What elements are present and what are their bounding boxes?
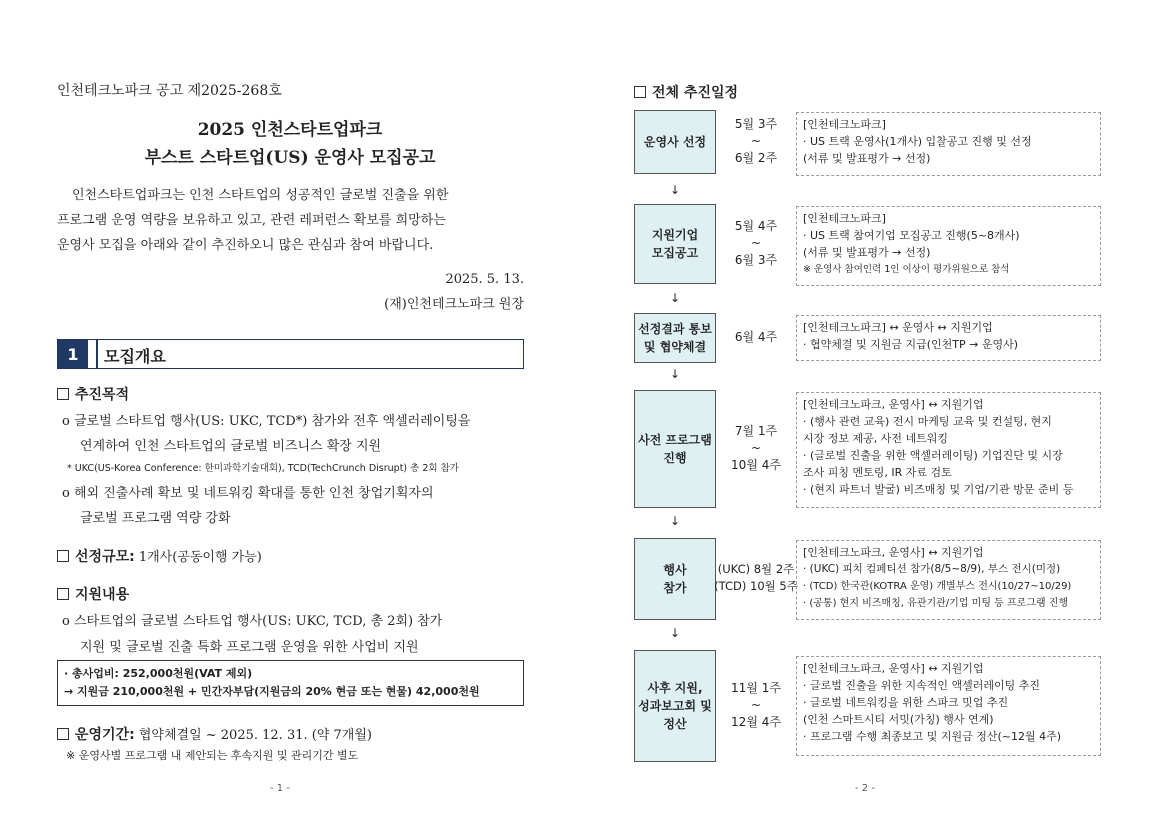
stage-4-period: [718, 423, 794, 474]
stage-5-name: [634, 538, 716, 620]
stage-1-name: [634, 110, 716, 174]
budget-breakdown: → 지원금 210,000천원 + 민간자부담(지원금의 20% 현금 또는 현물) 42,000천원: [64, 685, 480, 698]
stage-name-line: 참가: [663, 581, 687, 595]
arrow-down-icon: ↓: [670, 291, 681, 305]
detail-line: [인천테크노파크, 운영사] ↔ 지원기업: [803, 546, 984, 559]
detail-line: · (글로벌 진출을 위한 액셀러레이팅) 기업진단 및 시장: [803, 449, 1063, 462]
support-item: o 스타트업의 글로벌 스타트업 행사(US: UKC, TCD, 총 2회) 참가: [62, 614, 443, 629]
stage-6-name: [634, 650, 716, 762]
period-line: 6월 3주: [734, 253, 778, 267]
support-heading-text: 지원내용: [75, 587, 130, 603]
stage-5-detail: [796, 540, 1101, 620]
purpose-item: 연계하여 인천 스타트업의 글로벌 비즈니스 확장 지원: [80, 439, 382, 454]
page-title-line2: 부스트 스타트업(US) 운영사 모집공고: [144, 148, 436, 168]
arrow-down-icon: ↓: [670, 183, 681, 197]
stage-3-name: [634, 313, 716, 363]
detail-line: [인천테크노파크, 운영사] ↔ 지원기업: [803, 398, 984, 411]
stage-name-line: 성과보고회 및: [638, 699, 712, 713]
stage-name-line: 모집공고: [651, 246, 699, 260]
section-divider: [96, 340, 98, 368]
stage-name-line: 진행: [663, 451, 687, 465]
stage-2-period: [718, 218, 794, 269]
detail-line: · (UKC) 피치 컴페티션 참가(8/5~8/9), 부스 전시(미정): [803, 563, 1061, 575]
detail-line: (서류 및 발표평가 → 선정): [803, 152, 931, 165]
stage-3-detail: [796, 315, 1101, 361]
stage-6-period: [718, 680, 794, 731]
period-line: ~: [750, 698, 762, 712]
scale-heading: 선정규모:: [75, 549, 135, 565]
detail-line: · (TCD) 한국관(KOTRA 운영) 개별부스 전시(10/27~10/29): [803, 581, 1072, 592]
period-line: 6월 4주: [734, 330, 778, 344]
checkbox-square-icon: [57, 588, 69, 600]
scale-value: 1개사(공동이행 가능): [134, 550, 262, 565]
schedule-heading-text: 전체 추진일정: [652, 85, 739, 101]
stage-name-line: 사전 프로그램: [638, 433, 712, 447]
purpose-note: * UKC(US-Korea Conference: 한미과학기술대회), TCD(TechCrunch Disrupt) 총 2회 참가: [67, 463, 459, 474]
budget-total: · 총사업비: 252,000천원(VAT 제외): [64, 667, 253, 680]
period-line: 5월 3주: [734, 117, 778, 131]
detail-line: · (공통) 현지 비즈매칭, 유관기관/기업 미팅 등 프로그램 진행: [803, 598, 1069, 609]
detail-line: · 글로벌 네트워킹을 위한 스파크 밋업 추진: [803, 696, 1009, 709]
stage-2-detail: [796, 206, 1101, 286]
detail-line: 시장 정보 제공, 사전 네트워킹: [803, 432, 948, 445]
detail-line: · 협약체결 및 지원금 지급(인천TP → 운영사): [803, 338, 1019, 351]
period-note: ※ 운영사별 프로그램 내 제안되는 후속지원 및 관리기간 별도: [66, 749, 359, 762]
stage-name-line: 행사: [663, 563, 687, 577]
stage-name-line: 지원기업: [651, 228, 699, 242]
detail-note: ※ 운영사 참여인력 1인 이상이 평가위원으로 참석: [803, 264, 1010, 275]
intro-line: 인천스타트업파크는 인천 스타트업의 성공적인 글로벌 진출을 위한: [72, 188, 449, 203]
stage-name-line: 선정결과 통보: [638, 322, 712, 336]
detail-line: (인천 스마트시티 서밋(가칭) 행사 연계): [803, 713, 994, 726]
stage-name-line: 사후 지원,: [647, 681, 703, 695]
intro-line: 프로그램 운영 역량을 보유하고 있고, 관련 레퍼런스 확보를 희망하는: [57, 213, 446, 228]
stage-name-line: 정산: [663, 717, 687, 731]
notice-date: 2025. 5. 13.: [445, 272, 524, 287]
detail-line: · US 트랙 운영사(1개사) 입찰공고 진행 및 선정: [803, 135, 1032, 148]
stage-5-period: [714, 561, 798, 595]
period-line: 10월 4주: [731, 458, 781, 472]
period-line: 12월 4주: [731, 715, 781, 729]
stage-name-line: 및 협약체결: [643, 340, 707, 354]
period-line: (TCD) 10월 5주: [714, 579, 798, 593]
period-line: ~: [750, 441, 762, 455]
schedule-heading: [634, 82, 738, 102]
support-heading: [57, 584, 129, 604]
arrow-down-icon: ↓: [670, 626, 681, 640]
checkbox-square-icon: [57, 388, 69, 400]
period-value: 협약체결일 ~ 2025. 12. 31. (약 7개월): [134, 728, 372, 743]
stage-name-line: 운영사 선정: [643, 135, 707, 149]
period-heading: 운영기간:: [75, 727, 135, 743]
period-line: 11월 1주: [731, 681, 781, 695]
page-number: - 2 -: [855, 783, 875, 794]
detail-line: · (현지 파트너 발굴) 비즈매칭 및 기업/기관 방문 준비 등: [803, 483, 1074, 496]
purpose-heading-text: 추진목적: [75, 387, 130, 403]
detail-line: (서류 및 발표평가 → 선정): [803, 246, 931, 259]
section-header: [57, 339, 524, 369]
stage-1-period: [718, 116, 794, 167]
support-item: 지원 및 글로벌 진출 특화 프로그램 운영을 위한 사업비 지원: [80, 640, 419, 655]
stage-4-detail: [796, 392, 1101, 508]
period-line: 7월 1주: [734, 424, 778, 438]
stage-2-name: [634, 204, 716, 284]
page-title-line1: 2025 인천스타트업파크: [197, 120, 383, 140]
stage-6-detail: [796, 656, 1101, 756]
purpose-item: 글로벌 프로그램 역량 강화: [80, 511, 231, 526]
section-number: 1: [58, 340, 88, 368]
detail-line: · 글로벌 진출을 위한 지속적인 액셀러레이팅 추진: [803, 679, 1040, 692]
period-line: 5월 4주: [734, 219, 778, 233]
intro-line: 운영사 모집을 아래와 같이 추진하오니 많은 관심과 참여 바랍니다.: [57, 238, 434, 253]
purpose-item: o 글로벌 스타트업 행사(US: UKC, TCD*) 참가와 전후 액셀러레이팅을: [62, 414, 471, 429]
detail-line: [인천테크노파크, 운영사] ↔ 지원기업: [803, 662, 984, 675]
arrow-down-icon: ↓: [670, 514, 681, 528]
scale-line: [57, 546, 262, 566]
purpose-item: o 해외 진출사례 확보 및 네트워킹 확대를 통한 인천 창업기획자의: [62, 486, 434, 501]
checkbox-square-icon: [57, 728, 69, 740]
stage-1-detail: [796, 112, 1101, 176]
page-number: - 1 -: [270, 783, 290, 794]
stage-4-name: [634, 390, 716, 508]
detail-line: · 프로그램 수행 최종보고 및 지원금 정산(~12월 4주): [803, 730, 1062, 743]
stage-3-period: [718, 329, 794, 346]
detail-line: [인천테크노파크]: [803, 118, 886, 131]
period-line: ~: [750, 236, 762, 250]
section-title: 모집개요: [104, 347, 166, 366]
period-line: 6월 2주: [734, 151, 778, 165]
detail-line: · (행사 관련 교육) 전시 마케팅 교육 및 컨설팅, 현지: [803, 415, 1052, 428]
period-line: (UKC) 8월 2주: [717, 562, 795, 576]
detail-line: [인천테크노파크] ↔ 운영사 ↔ 지원기업: [803, 321, 993, 334]
period-line: ~: [750, 134, 762, 148]
detail-line: 조사 피칭 멘토링, IR 자료 검토: [803, 466, 952, 479]
detail-line: [인천테크노파크]: [803, 212, 886, 225]
issuer: (재)인천테크노파크 원장: [384, 297, 524, 312]
checkbox-square-icon: [57, 550, 69, 562]
checkbox-square-icon: [634, 86, 646, 98]
period-line: [57, 724, 372, 744]
detail-line: · US 트랙 참여기업 모집공고 진행(5~8개사): [803, 229, 1020, 242]
purpose-heading: [57, 384, 129, 404]
notice-number: 인천테크노파크 공고 제2025-268호: [57, 83, 282, 99]
arrow-down-icon: ↓: [670, 367, 681, 381]
budget-box: [57, 660, 524, 706]
